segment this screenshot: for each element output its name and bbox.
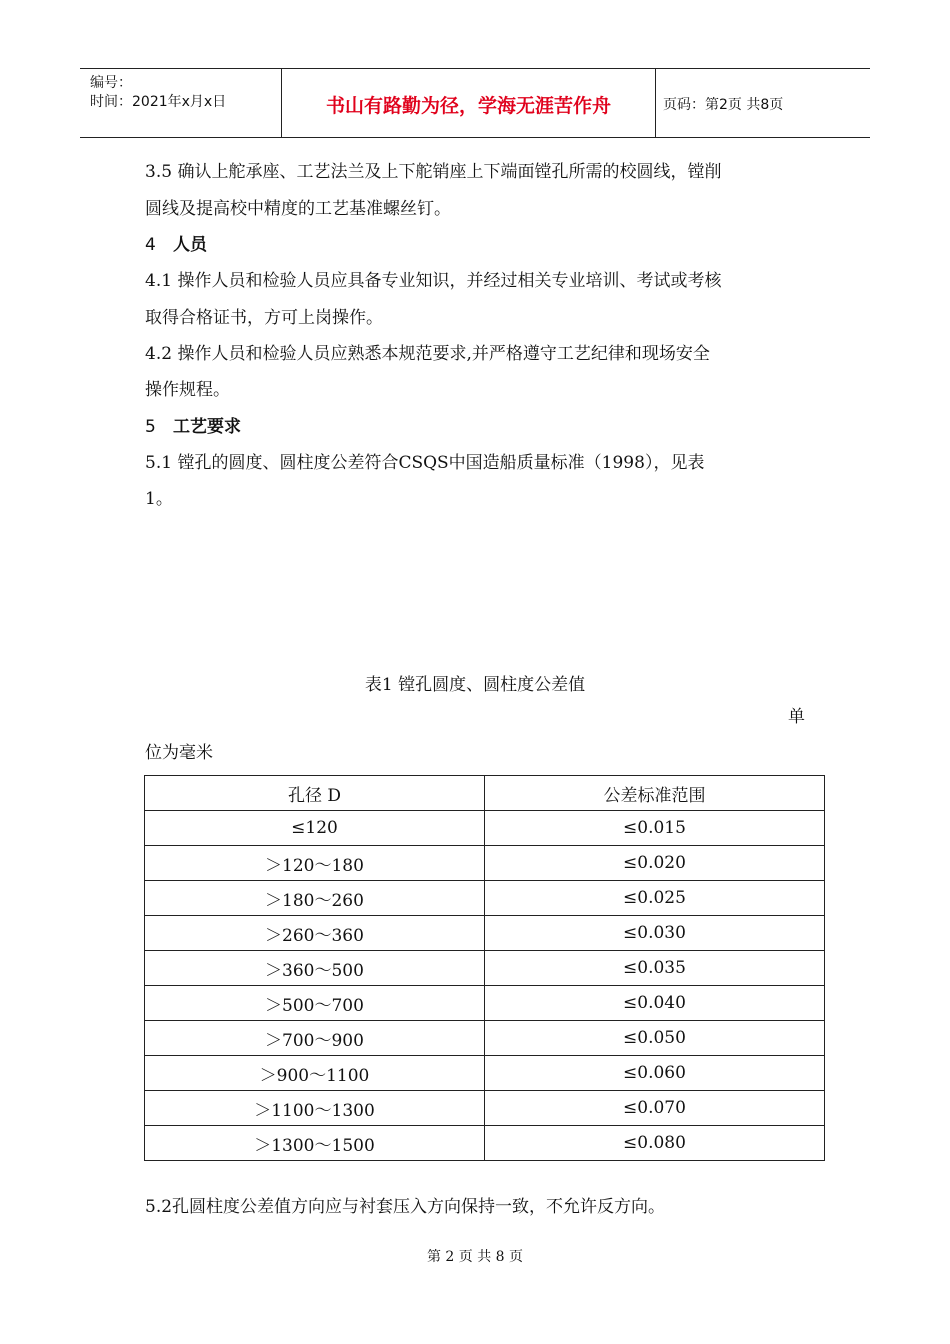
paragraph-4-1-line-2: 取得合格证书，方可上岗操作。 <box>145 308 383 328</box>
paragraph-5-2: 5.2孔圆柱度公差值方向应与衬套压入方向保持一致，不允许反方向。 <box>145 1197 666 1217</box>
page-footer: 第 2 页 共 8 页 <box>426 1249 524 1265</box>
header-motto: 书山有路勤为径，学海无涯苦作舟 <box>325 95 611 117</box>
table-row <box>145 916 825 951</box>
section-5-heading <box>145 417 241 437</box>
document-time-label: 时间：2021年x月x日 <box>90 94 227 110</box>
diameter-cell: ≤120 <box>145 811 485 846</box>
header-page-cell <box>655 69 870 137</box>
header-page-number: 页码：第2页 共8页 <box>663 97 784 113</box>
tolerance-cell: ≤0.015 <box>485 811 825 846</box>
table-row <box>145 881 825 916</box>
table-row <box>145 1056 825 1091</box>
document-number-label: 编号： <box>90 75 132 91</box>
diameter-cell: ＞1300～1500 <box>145 1126 485 1161</box>
tolerance-cell: ≤0.040 <box>485 986 825 1021</box>
tolerance-cell: ≤0.060 <box>485 1056 825 1091</box>
diameter-cell: ＞120～180 <box>145 846 485 881</box>
tolerance-cell: ≤0.070 <box>485 1091 825 1126</box>
header-meta-cell <box>80 69 280 137</box>
table-row <box>145 811 825 846</box>
table-row <box>145 986 825 1021</box>
section-5-title: 工艺要求 <box>173 417 241 437</box>
diameter-cell: ＞900～1100 <box>145 1056 485 1091</box>
section-5-number: 5 <box>145 417 156 437</box>
unit-note-part-2: 位为毫米 <box>145 743 213 763</box>
tolerance-cell: ≤0.020 <box>485 846 825 881</box>
paragraph-3-5-line-1: 3.5 确认上舵承座、工艺法兰及上下舵销座上下端面镗孔所需的校圆线，镗削 <box>145 162 722 182</box>
paragraph-4-2-line-1: 4.2 操作人员和检验人员应熟悉本规范要求,并严格遵守工艺纪律和现场安全 <box>145 344 710 364</box>
section-4-heading <box>145 235 207 255</box>
table-row <box>145 1126 825 1161</box>
table-caption: 表1 镗孔圆度、圆柱度公差值 <box>364 675 586 695</box>
tolerance-cell: ≤0.030 <box>485 916 825 951</box>
table-row <box>145 846 825 881</box>
paragraph-4-1-line-1: 4.1 操作人员和检验人员应具备专业知识，并经过相关专业培训、考试或考核 <box>145 271 722 291</box>
table-header-row <box>145 776 825 811</box>
tolerance-cell: ≤0.035 <box>485 951 825 986</box>
table-row <box>145 951 825 986</box>
unit-note-part-1: 单 <box>788 707 805 727</box>
diameter-cell: ＞700～900 <box>145 1021 485 1056</box>
paragraph-5-1-line-1: 5.1 镗孔的圆度、圆柱度公差符合CSQS中国造船质量标准（1998），见表 <box>145 453 705 473</box>
table-row <box>145 1091 825 1126</box>
header-motto-cell <box>281 69 656 137</box>
column-header-tolerance: 公差标准范围 <box>485 776 825 811</box>
diameter-cell: ＞360～500 <box>145 951 485 986</box>
page-header <box>80 68 870 138</box>
diameter-cell: ＞260～360 <box>145 916 485 951</box>
section-4-title: 人员 <box>173 235 207 255</box>
paragraph-3-5-line-2: 圆线及提高校中精度的工艺基准螺丝钉。 <box>145 199 451 219</box>
paragraph-5-1-line-2: 1。 <box>145 489 173 509</box>
column-header-diameter: 孔径 D <box>145 776 485 811</box>
tolerance-table <box>144 775 825 1161</box>
paragraph-4-2-line-2: 操作规程。 <box>145 380 230 400</box>
section-4-number: 4 <box>145 235 156 255</box>
table-row <box>145 1021 825 1056</box>
diameter-cell: ＞180～260 <box>145 881 485 916</box>
diameter-cell: ＞500～700 <box>145 986 485 1021</box>
diameter-cell: ＞1100～1300 <box>145 1091 485 1126</box>
tolerance-cell: ≤0.025 <box>485 881 825 916</box>
tolerance-cell: ≤0.080 <box>485 1126 825 1161</box>
tolerance-cell: ≤0.050 <box>485 1021 825 1056</box>
